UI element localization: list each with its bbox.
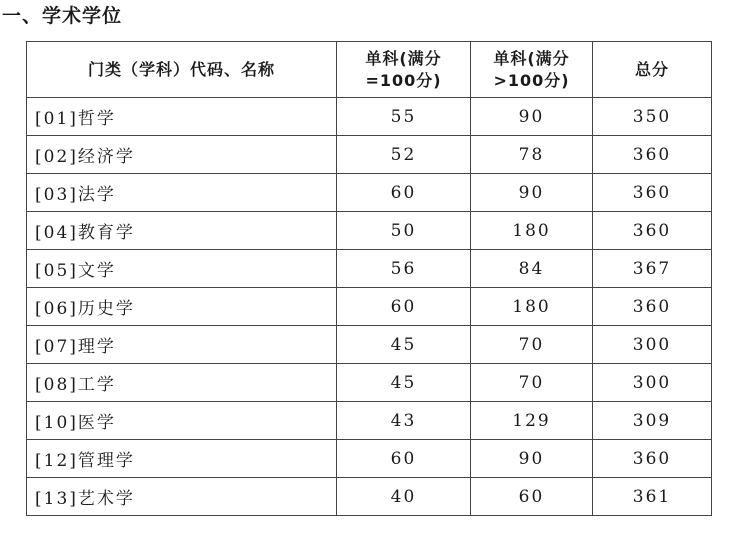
single-over100-cell: 70 bbox=[471, 364, 593, 402]
total-cell: 360 bbox=[593, 440, 712, 478]
single-100-cell: 60 bbox=[337, 440, 471, 478]
single-over100-cell: 60 bbox=[471, 478, 593, 516]
total-cell: 360 bbox=[593, 174, 712, 212]
single-100-cell: 60 bbox=[337, 174, 471, 212]
single-over100-cell: 90 bbox=[471, 174, 593, 212]
single-over100-cell: 90 bbox=[471, 440, 593, 478]
total-cell: 300 bbox=[593, 364, 712, 402]
category-cell: [01]哲学 bbox=[27, 98, 337, 136]
category-cell: [12]管理学 bbox=[27, 440, 337, 478]
total-cell: 367 bbox=[593, 250, 712, 288]
single-100-cell: 60 bbox=[337, 288, 471, 326]
category-cell: [04]教育学 bbox=[27, 212, 337, 250]
table-row bbox=[27, 478, 712, 516]
table-row bbox=[27, 174, 712, 212]
header-single-subject-over100-line1: 单科(满分 bbox=[493, 48, 570, 68]
table-row bbox=[27, 364, 712, 402]
table-row bbox=[27, 440, 712, 478]
single-100-cell: 56 bbox=[337, 250, 471, 288]
single-100-cell: 55 bbox=[337, 98, 471, 136]
single-100-cell: 45 bbox=[337, 364, 471, 402]
single-over100-cell: 78 bbox=[471, 136, 593, 174]
total-cell: 361 bbox=[593, 478, 712, 516]
single-over100-cell: 129 bbox=[471, 402, 593, 440]
header-single-subject-100-line2: =100分) bbox=[365, 70, 442, 90]
category-cell: [13]艺术学 bbox=[27, 478, 337, 516]
category-cell: [08]工学 bbox=[27, 364, 337, 402]
table-row bbox=[27, 326, 712, 364]
single-100-cell: 45 bbox=[337, 326, 471, 364]
header-total: 总分 bbox=[593, 42, 712, 98]
single-over100-cell: 180 bbox=[471, 288, 593, 326]
category-cell: [07]理学 bbox=[27, 326, 337, 364]
category-cell: [03]法学 bbox=[27, 174, 337, 212]
total-cell: 300 bbox=[593, 326, 712, 364]
category-cell: [06]历史学 bbox=[27, 288, 337, 326]
table-row bbox=[27, 288, 712, 326]
header-single-subject-100 bbox=[337, 42, 471, 98]
total-cell: 360 bbox=[593, 212, 712, 250]
single-over100-cell: 90 bbox=[471, 98, 593, 136]
category-cell: [05]文学 bbox=[27, 250, 337, 288]
section-heading: 一、学术学位 bbox=[2, 5, 123, 27]
table-header bbox=[27, 42, 712, 98]
single-over100-cell: 70 bbox=[471, 326, 593, 364]
header-single-subject-over100-line2: >100分) bbox=[493, 70, 570, 90]
single-100-cell: 50 bbox=[337, 212, 471, 250]
table-body bbox=[27, 98, 712, 516]
header-row bbox=[27, 42, 712, 98]
total-cell: 360 bbox=[593, 288, 712, 326]
single-100-cell: 43 bbox=[337, 402, 471, 440]
score-table bbox=[26, 41, 712, 516]
table-row bbox=[27, 402, 712, 440]
table-row bbox=[27, 212, 712, 250]
total-cell: 350 bbox=[593, 98, 712, 136]
table-row bbox=[27, 98, 712, 136]
total-cell: 309 bbox=[593, 402, 712, 440]
single-100-cell: 52 bbox=[337, 136, 471, 174]
category-cell: [10]医学 bbox=[27, 402, 337, 440]
total-cell: 360 bbox=[593, 136, 712, 174]
table-row bbox=[27, 136, 712, 174]
single-over100-cell: 84 bbox=[471, 250, 593, 288]
table-row bbox=[27, 250, 712, 288]
header-category: 门类（学科）代码、名称 bbox=[27, 42, 337, 98]
single-100-cell: 40 bbox=[337, 478, 471, 516]
header-single-subject-over100 bbox=[471, 42, 593, 98]
category-cell: [02]经济学 bbox=[27, 136, 337, 174]
header-single-subject-100-line1: 单科(满分 bbox=[365, 48, 442, 68]
single-over100-cell: 180 bbox=[471, 212, 593, 250]
